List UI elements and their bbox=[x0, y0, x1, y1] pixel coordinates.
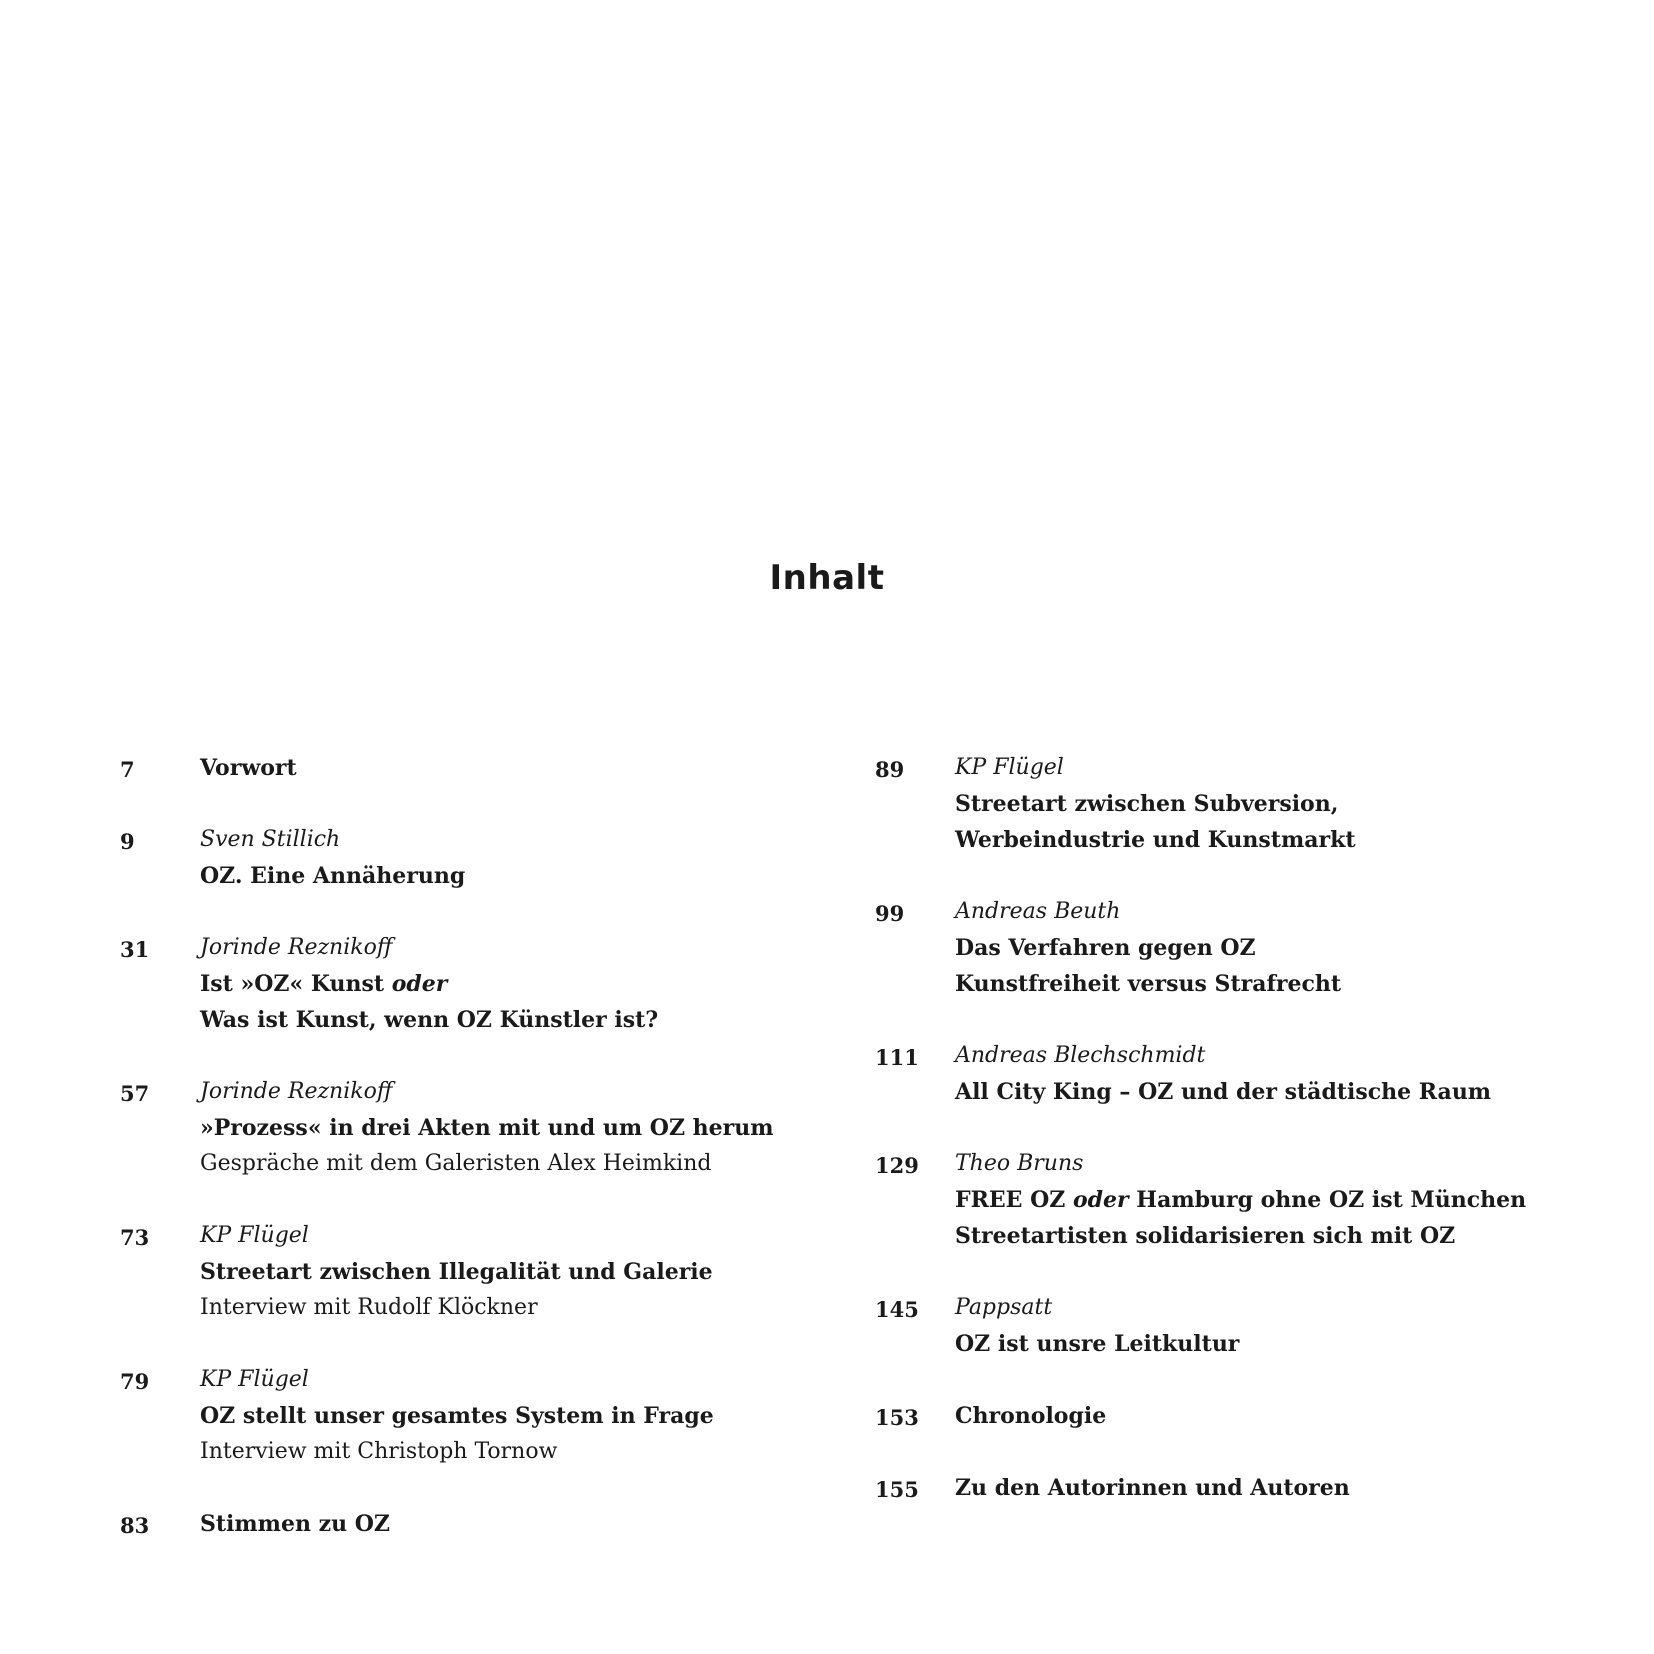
entry-title: Das Verfahren gegen OZ bbox=[955, 935, 1256, 961]
entry-title bbox=[955, 1182, 1575, 1218]
toc-entry[interactable] bbox=[875, 1290, 1575, 1362]
toc-entry[interactable] bbox=[120, 1218, 800, 1326]
page-number: 153 bbox=[875, 1405, 919, 1430]
toc-entry[interactable] bbox=[875, 894, 1575, 1002]
entry-title-line2: Was ist Kunst, wenn OZ Künstler ist? bbox=[200, 1007, 659, 1033]
toc-entry[interactable] bbox=[875, 1038, 1575, 1110]
entry-title-emphasis: oder bbox=[391, 971, 448, 997]
entry-title: Chronologie bbox=[955, 1403, 1107, 1429]
entry-author: KP Flügel bbox=[200, 1223, 309, 1248]
entry-title: Stimmen zu OZ bbox=[200, 1511, 390, 1537]
entry-title-line2: Kunstfreiheit versus Strafrecht bbox=[955, 971, 1342, 997]
entry-author: Andreas Blechschmidt bbox=[955, 1043, 1206, 1068]
page-number: 145 bbox=[875, 1297, 919, 1322]
entry-author: Jorinde Reznikoff bbox=[200, 935, 393, 960]
entry-title: OZ stellt unser gesamtes System in Frage bbox=[200, 1403, 714, 1429]
page-number: 111 bbox=[875, 1045, 919, 1070]
toc-entry[interactable] bbox=[120, 930, 800, 1038]
entry-title-line2: Werbeindustrie und Kunstmarkt bbox=[955, 827, 1356, 853]
entry-title-text: Ist »OZ« Kunst bbox=[200, 971, 392, 997]
page-number: 155 bbox=[875, 1477, 919, 1502]
entry-title: OZ ist unsre Leitkultur bbox=[955, 1331, 1240, 1357]
toc-entry[interactable] bbox=[120, 750, 800, 786]
entry-title bbox=[200, 966, 800, 1002]
page-number: 83 bbox=[120, 1513, 150, 1538]
page-number: 31 bbox=[120, 937, 150, 962]
page-title: Inhalt bbox=[769, 558, 885, 598]
page-number: 89 bbox=[875, 757, 905, 782]
toc-entry[interactable] bbox=[120, 1362, 800, 1470]
toc-entry[interactable] bbox=[120, 1506, 800, 1542]
page-number: 79 bbox=[120, 1369, 150, 1394]
entry-author: Jorinde Reznikoff bbox=[200, 1079, 393, 1104]
entry-author: KP Flügel bbox=[200, 1367, 309, 1392]
page-number: 129 bbox=[875, 1153, 919, 1178]
entry-title: Streetart zwischen Subversion, bbox=[955, 791, 1339, 817]
entry-subtitle: Interview mit Rudolf Klöckner bbox=[200, 1295, 538, 1320]
entry-subtitle: Gespräche mit dem Galeristen Alex Heimkind bbox=[200, 1151, 712, 1176]
toc-entry[interactable] bbox=[875, 1146, 1575, 1254]
entry-title-emphasis: oder bbox=[1072, 1187, 1129, 1213]
entry-author: Theo Bruns bbox=[955, 1151, 1084, 1176]
toc-right-column bbox=[875, 750, 1575, 1542]
entry-title: OZ. Eine Annäherung bbox=[200, 863, 466, 889]
page-number: 73 bbox=[120, 1225, 150, 1250]
page-number: 57 bbox=[120, 1081, 150, 1106]
entry-title-text: FREE OZ bbox=[955, 1187, 1073, 1213]
page-number: 99 bbox=[875, 901, 905, 926]
entry-title: Streetart zwischen Illegalität und Galerie bbox=[200, 1259, 713, 1285]
toc-entry[interactable] bbox=[120, 822, 800, 894]
toc-left-column bbox=[120, 750, 800, 1578]
toc-entry[interactable] bbox=[120, 1074, 800, 1182]
toc-entry[interactable] bbox=[875, 1398, 1575, 1434]
entry-subtitle: Interview mit Christoph Tornow bbox=[200, 1439, 558, 1464]
toc-entry[interactable] bbox=[875, 1470, 1575, 1506]
entry-title-line2: Streetartisten solidarisieren sich mit OZ bbox=[955, 1223, 1456, 1249]
entry-title-text-post: Hamburg ohne OZ ist München bbox=[1128, 1187, 1527, 1213]
page-number: 7 bbox=[120, 757, 135, 782]
entry-title: All City King – OZ und der städtische Raum bbox=[955, 1079, 1492, 1105]
entry-author: Sven Stillich bbox=[200, 827, 341, 852]
entry-author: Andreas Beuth bbox=[955, 899, 1121, 924]
entry-title: Zu den Autorinnen und Autoren bbox=[955, 1475, 1350, 1501]
page-number: 9 bbox=[120, 829, 135, 854]
entry-author: Pappsatt bbox=[955, 1295, 1053, 1320]
entry-title: Vorwort bbox=[200, 755, 297, 781]
entry-title: »Prozess« in drei Akten mit und um OZ herum bbox=[200, 1115, 774, 1141]
entry-author: KP Flügel bbox=[955, 755, 1064, 780]
toc-entry[interactable] bbox=[875, 750, 1575, 858]
